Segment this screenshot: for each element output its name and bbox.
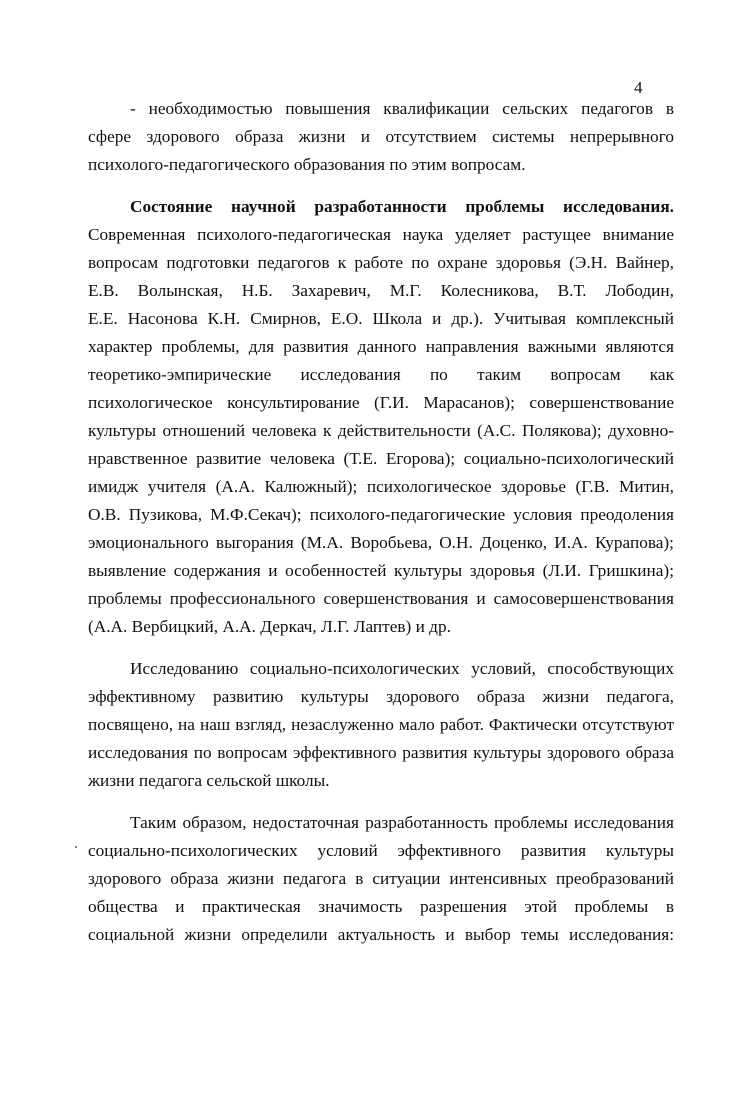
text-line: (А.А. Вербицкий, А.А. Деркач, Л.Г. Лаптев) и др. xyxy=(88,617,451,636)
text-line: психолого-педагогического образования по этим вопросам. xyxy=(88,155,526,174)
section-heading: Состояние научной разработанности проблемы исследования. xyxy=(130,197,674,216)
paragraph-2 xyxy=(88,193,674,641)
text-line: культуры отношений человека к действительности (А.С. Полякова); духовно- xyxy=(88,421,674,440)
text-line: здорового образа жизни педагога в ситуации интенсивных преобразований xyxy=(88,869,674,888)
text-line: - необходимостью повышения квалификации сельских педагогов в xyxy=(130,99,674,118)
text-line: эффективному развитию культуры здорового образа жизни педагога, xyxy=(88,687,674,706)
paragraph-4 xyxy=(88,809,674,949)
text-line: теоретико-эмпирические исследования по таким вопросам как xyxy=(88,365,674,384)
text-line: жизни педагога сельской школы. xyxy=(88,771,330,790)
text-line: Е.В. Волынская, Н.Б. Захаревич, М.Г. Колесникова, В.Т. Лободин, xyxy=(88,281,674,300)
text-line: психологическое консультирование (Г.И. Марасанов); совершенствование xyxy=(88,393,674,412)
text-line: выявление содержания и особенностей культуры здоровья (Л.И. Гришкина); xyxy=(88,561,674,580)
text-line: нравственное развитие человека (Т.Е. Егорова); социально-психологический xyxy=(88,449,674,468)
text-line: характер проблемы, для развития данного направления важными являются xyxy=(88,337,674,356)
paragraph-gap xyxy=(88,641,674,655)
text-line: Таким образом, недостаточная разработанность проблемы исследования xyxy=(130,813,674,832)
text-line: имидж учителя (А.А. Калюжный); психологическое здоровье (Г.В. Митин, xyxy=(88,477,674,496)
text-line: посвящено, на наш взгляд, незаслуженно мало работ. Фактически отсутствуют xyxy=(88,715,674,734)
text-line: исследования по вопросам эффективного развития культуры здорового образа xyxy=(88,743,674,762)
paragraph-1 xyxy=(88,95,674,179)
text-line: Е.Е. Насонова К.Н. Смирнов, Е.О. Школа и др.). Учитывая комплексный xyxy=(88,309,674,328)
text-line: сфере здорового образа жизни и отсутствием системы непрерывного xyxy=(88,127,674,146)
text-body xyxy=(88,95,674,949)
text-line: эмоционального выгорания (М.А. Воробьева, О.Н. Доценко, И.А. Курапова); xyxy=(88,533,674,552)
text-line: вопросам подготовки педагогов к работе по охране здоровья (Э.Н. Вайнер, xyxy=(88,253,674,272)
text-line: общества и практическая значимость разрешения этой проблемы в xyxy=(88,897,674,916)
paragraph-gap xyxy=(88,795,674,809)
text-line: социальной жизни определили актуальность и выбор темы исследования: xyxy=(88,925,674,944)
scan-artifact xyxy=(75,846,77,848)
text-line: проблемы профессионального совершенствования и самосовершенствования xyxy=(88,589,674,608)
text-line: Исследованию социально-психологических условий, способствующих xyxy=(130,659,674,678)
text-line: О.В. Пузикова, М.Ф.Секач); психолого-педагогические условия преодоления xyxy=(88,505,674,524)
text-line: Современная психолого-педагогическая наука уделяет растущее внимание xyxy=(88,225,674,244)
text-line: социально-психологических условий эффективного развития культуры xyxy=(88,841,674,860)
paragraph-gap xyxy=(88,179,674,193)
paragraph-3 xyxy=(88,655,674,795)
page-number: 4 xyxy=(634,78,643,97)
